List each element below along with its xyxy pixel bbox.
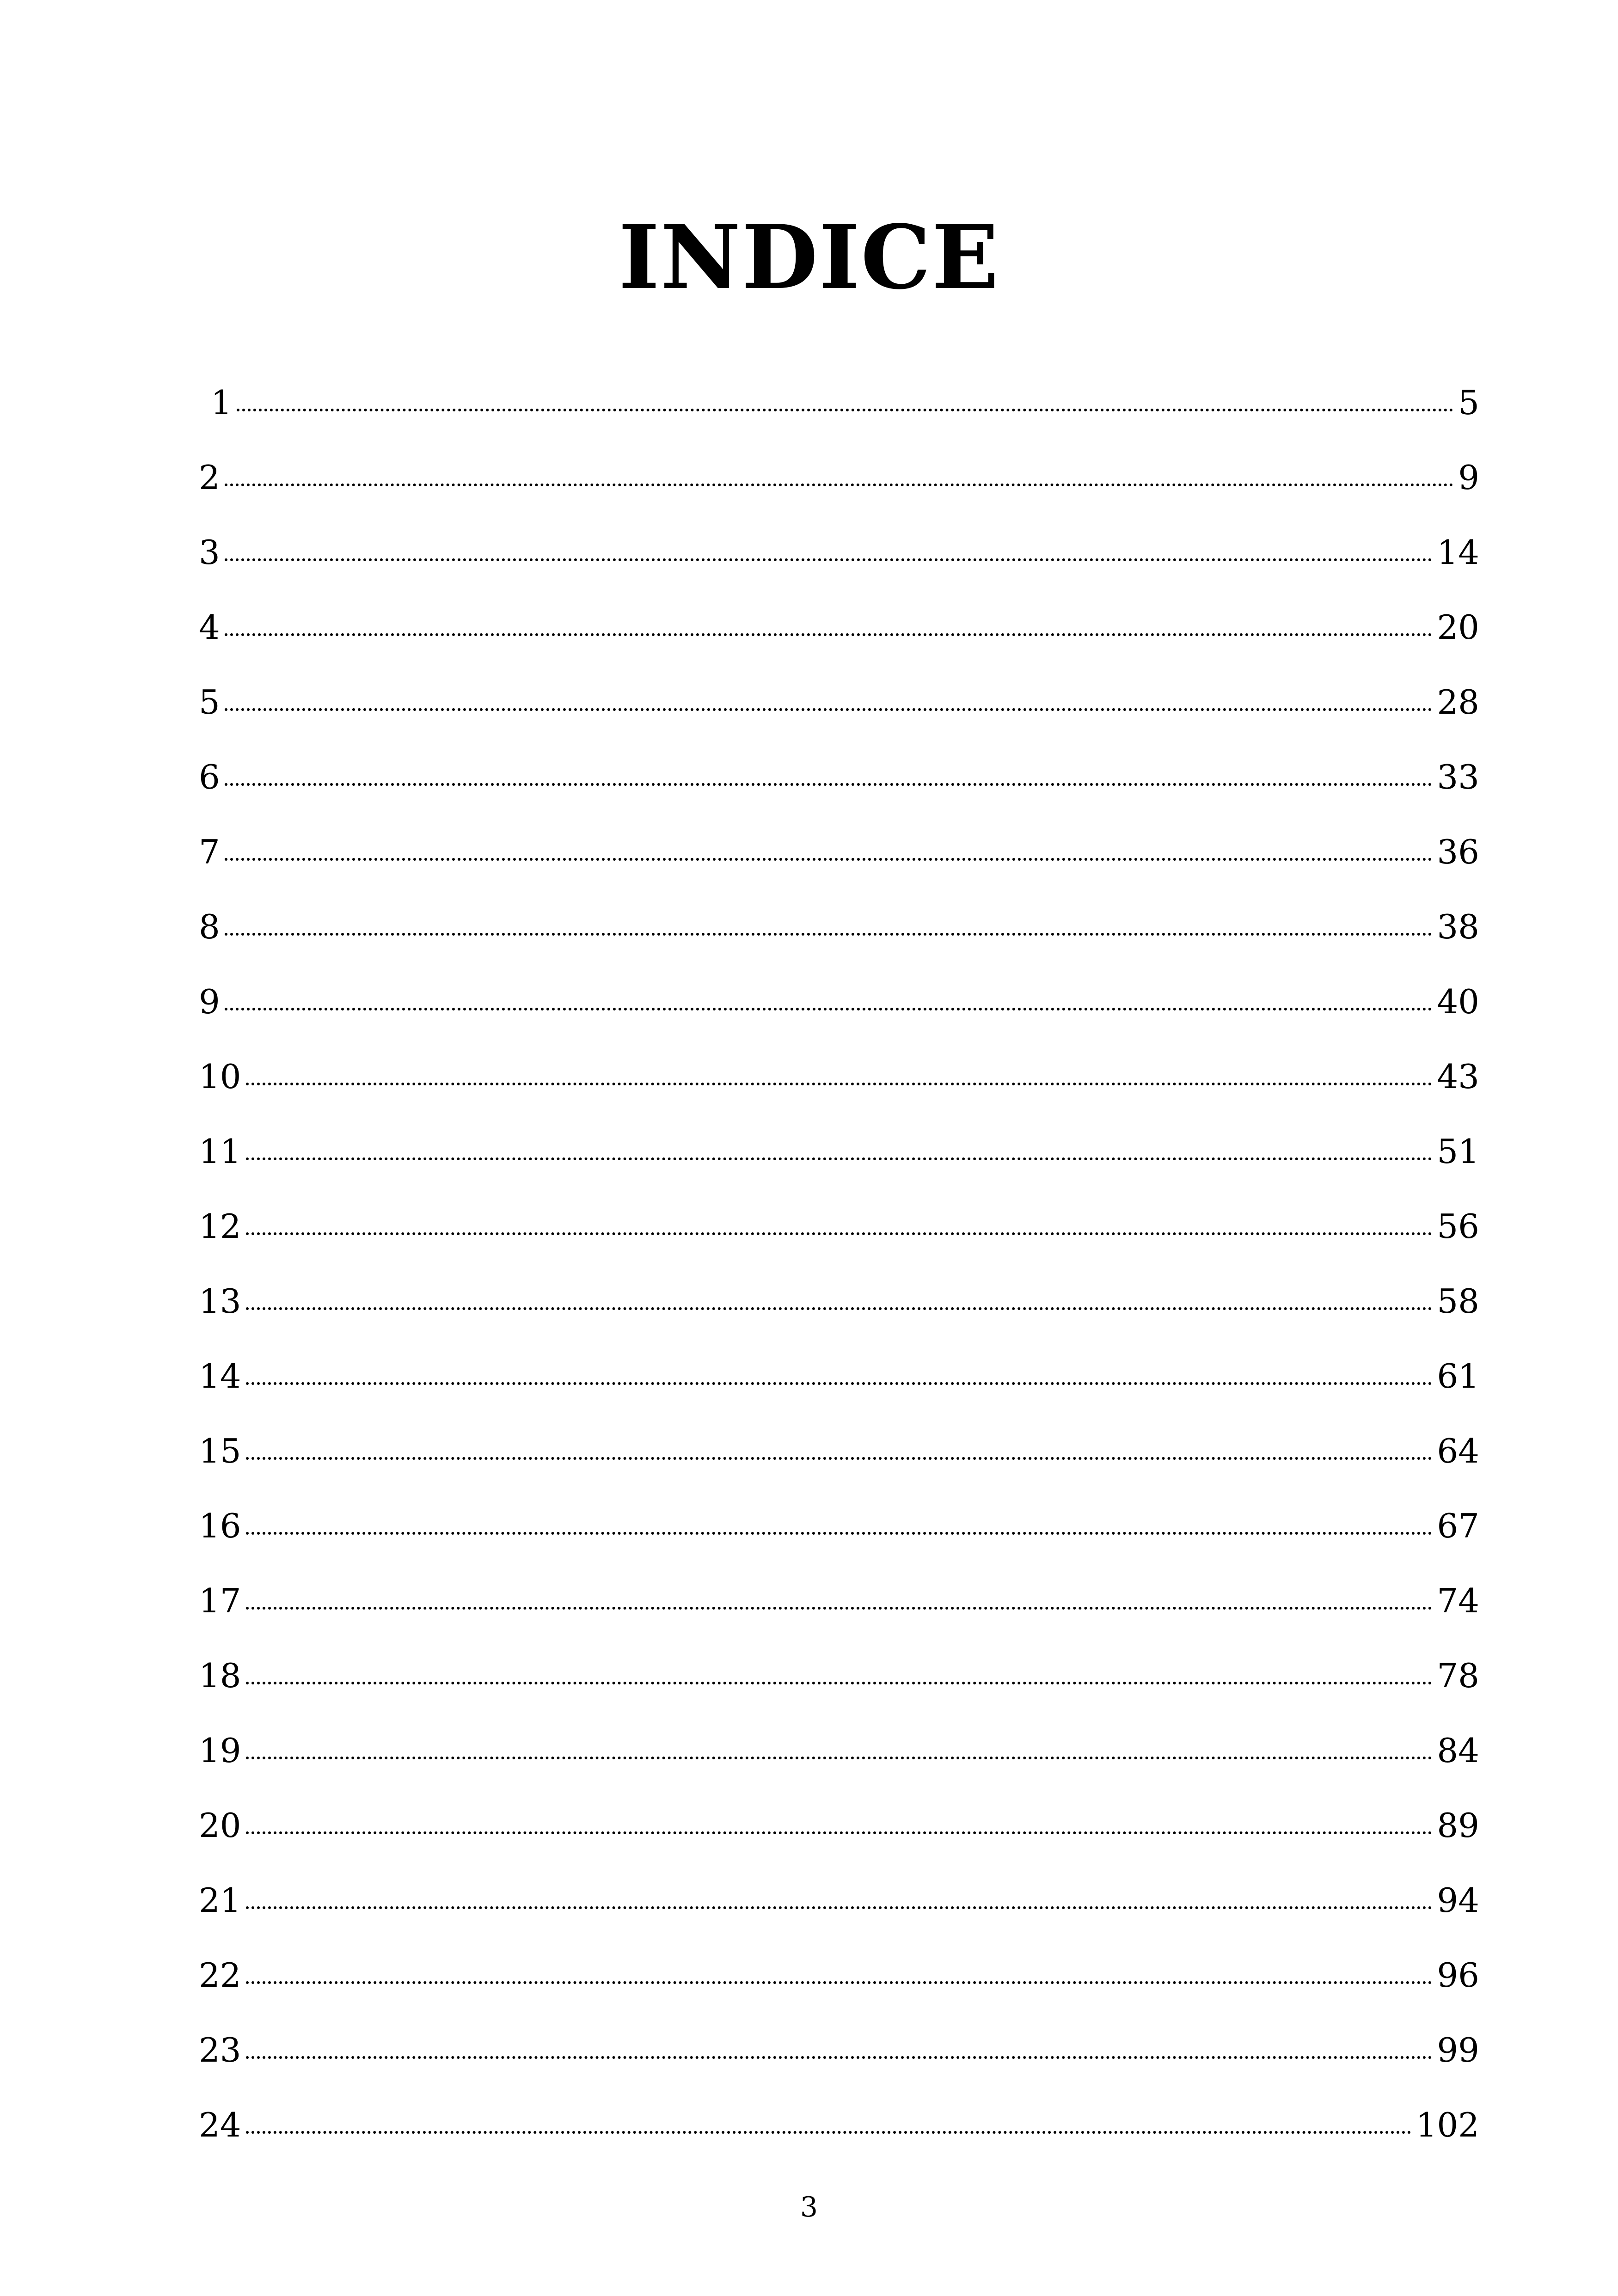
toc-entry-label: 13 bbox=[199, 1282, 241, 1321]
toc-entry-page: 102 bbox=[1416, 2106, 1479, 2144]
toc-entry[interactable] bbox=[199, 590, 1479, 665]
toc-entry[interactable] bbox=[199, 1938, 1479, 2013]
dot-leader bbox=[225, 708, 1433, 711]
toc-entry-page: 20 bbox=[1437, 608, 1479, 647]
toc-entry-label: 16 bbox=[199, 1506, 241, 1545]
toc-entry-page: 33 bbox=[1437, 758, 1479, 796]
toc-entry-label: 4 bbox=[199, 608, 220, 647]
toc-entry-label: 7 bbox=[199, 833, 220, 871]
dot-leader bbox=[225, 558, 1433, 561]
toc-entry-page: 64 bbox=[1437, 1432, 1479, 1470]
dot-leader bbox=[246, 1831, 1433, 1834]
toc-entry-label: 11 bbox=[199, 1132, 241, 1171]
toc-entry-label: 23 bbox=[199, 2031, 241, 2069]
toc-entry-label: 17 bbox=[199, 1581, 241, 1620]
dot-leader bbox=[246, 1607, 1433, 1610]
dot-leader bbox=[225, 484, 1453, 486]
toc-entry[interactable] bbox=[199, 1638, 1479, 1713]
toc-entry[interactable] bbox=[199, 2013, 1479, 2088]
toc-entry[interactable] bbox=[199, 515, 1479, 590]
toc-entry-page: 51 bbox=[1437, 1132, 1479, 1171]
toc-entry-label: 12 bbox=[199, 1207, 241, 1246]
dot-leader bbox=[225, 933, 1433, 936]
toc-entry-label: 21 bbox=[199, 1881, 241, 1920]
toc-entry-label: 19 bbox=[199, 1731, 241, 1770]
toc-entry-label: 3 bbox=[199, 533, 220, 572]
toc-entry-label: 24 bbox=[199, 2106, 241, 2144]
toc-entry-label: 6 bbox=[199, 758, 220, 796]
dot-leader bbox=[246, 2131, 1411, 2134]
toc-entry-label: 22 bbox=[199, 1956, 241, 1995]
toc-entry-page: 58 bbox=[1437, 1282, 1479, 1321]
dot-leader bbox=[246, 1307, 1433, 1310]
toc-entry[interactable] bbox=[199, 440, 1479, 515]
toc-entry[interactable] bbox=[199, 1264, 1479, 1339]
toc-entry-label: 5 bbox=[199, 683, 220, 722]
dot-leader bbox=[246, 1532, 1433, 1535]
dot-leader bbox=[225, 858, 1433, 861]
dot-leader bbox=[246, 1157, 1433, 1160]
toc-entry-page: 96 bbox=[1437, 1956, 1479, 1995]
toc-entry[interactable] bbox=[199, 1339, 1479, 1414]
toc-entry-label: 20 bbox=[199, 1806, 241, 1845]
toc-entry-page: 99 bbox=[1437, 2031, 1479, 2069]
dot-leader bbox=[225, 783, 1433, 786]
toc-entry[interactable] bbox=[199, 889, 1479, 964]
toc-entry[interactable] bbox=[199, 365, 1479, 440]
dot-leader bbox=[246, 1232, 1433, 1235]
toc-entry[interactable] bbox=[199, 665, 1479, 740]
dot-leader bbox=[246, 1981, 1433, 1984]
toc-entry-page: 40 bbox=[1437, 982, 1479, 1021]
dot-leader bbox=[246, 1382, 1433, 1385]
toc-entry[interactable] bbox=[199, 1114, 1479, 1189]
toc-entry-page: 89 bbox=[1437, 1806, 1479, 1845]
toc-entry[interactable] bbox=[199, 1414, 1479, 1488]
table-of-contents bbox=[199, 365, 1479, 2162]
dot-leader bbox=[237, 409, 1453, 411]
toc-entry-page: 38 bbox=[1437, 907, 1479, 946]
toc-entry-label: 8 bbox=[199, 907, 220, 946]
toc-entry-label: 18 bbox=[199, 1656, 241, 1695]
toc-entry[interactable] bbox=[199, 1189, 1479, 1264]
toc-entry-page: 5 bbox=[1458, 383, 1479, 422]
dot-leader bbox=[246, 1906, 1433, 1909]
toc-entry-label: 2 bbox=[199, 458, 220, 497]
toc-entry-page: 43 bbox=[1437, 1057, 1479, 1096]
dot-leader bbox=[246, 2056, 1433, 2059]
toc-entry-label: 10 bbox=[199, 1057, 241, 1096]
toc-entry[interactable] bbox=[199, 1488, 1479, 1563]
toc-entry-page: 78 bbox=[1437, 1656, 1479, 1695]
toc-entry-page: 28 bbox=[1437, 683, 1479, 722]
toc-entry-label: 1 bbox=[211, 383, 232, 422]
toc-entry-page: 9 bbox=[1458, 458, 1479, 497]
dot-leader bbox=[246, 1682, 1433, 1684]
dot-leader bbox=[246, 1457, 1433, 1460]
toc-entry-label: 15 bbox=[199, 1432, 241, 1470]
toc-entry-page: 67 bbox=[1437, 1506, 1479, 1545]
page-title: INDICE bbox=[618, 206, 1000, 309]
toc-entry-page: 94 bbox=[1437, 1881, 1479, 1920]
toc-entry-page: 56 bbox=[1437, 1207, 1479, 1246]
toc-entry[interactable] bbox=[199, 1788, 1479, 1863]
toc-entry[interactable] bbox=[199, 2088, 1479, 2162]
toc-entry[interactable] bbox=[199, 1713, 1479, 1788]
toc-entry-label: 9 bbox=[199, 982, 220, 1021]
toc-entry-label: 14 bbox=[199, 1357, 241, 1396]
toc-entry-page: 84 bbox=[1437, 1731, 1479, 1770]
page-number: 3 bbox=[800, 2191, 818, 2223]
dot-leader bbox=[246, 1083, 1433, 1085]
toc-entry[interactable] bbox=[199, 1863, 1479, 1938]
toc-entry[interactable] bbox=[199, 964, 1479, 1039]
toc-entry[interactable] bbox=[199, 740, 1479, 814]
toc-entry-page: 74 bbox=[1437, 1581, 1479, 1620]
toc-entry[interactable] bbox=[199, 1563, 1479, 1638]
toc-entry[interactable] bbox=[199, 1039, 1479, 1114]
toc-entry-page: 14 bbox=[1437, 533, 1479, 572]
dot-leader bbox=[246, 1757, 1433, 1759]
dot-leader bbox=[225, 633, 1433, 636]
dot-leader bbox=[225, 1008, 1433, 1010]
toc-entry-page: 61 bbox=[1437, 1357, 1479, 1396]
toc-entry[interactable] bbox=[199, 814, 1479, 889]
toc-entry-page: 36 bbox=[1437, 833, 1479, 871]
